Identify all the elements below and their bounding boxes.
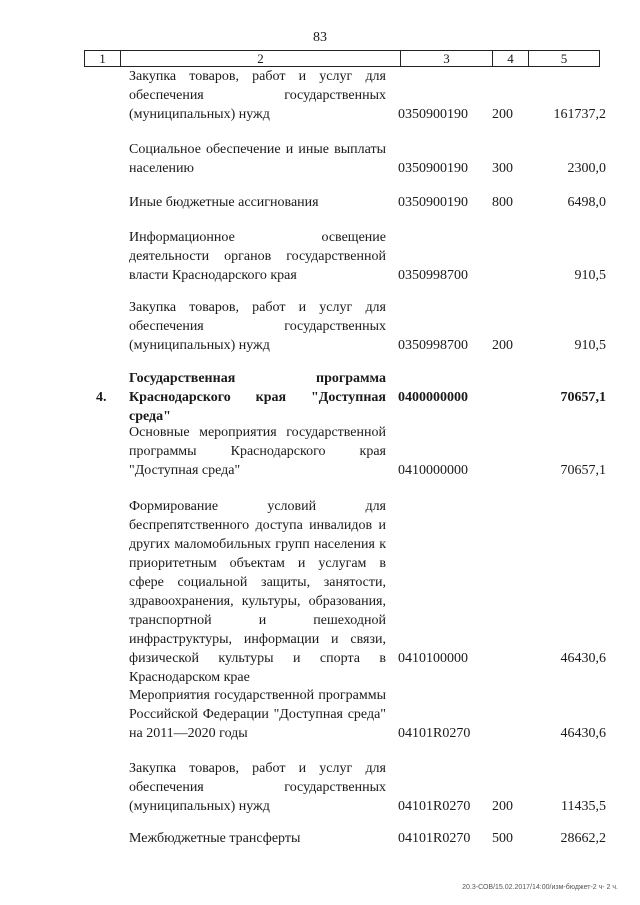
row-code: 0350998700 (398, 268, 468, 283)
page-number: 83 (313, 30, 327, 45)
table-row (0, 686, 640, 743)
row-amount: 910,5 (574, 338, 606, 353)
row-code: 0400000000 (398, 390, 468, 405)
row-description: Закупка товаров, работ и услуг для обеспечения государственных (муниципальных) нужд (129, 69, 386, 122)
row-description: Иные бюджетные ассигнования (129, 195, 319, 210)
table-header (84, 50, 600, 67)
header-col-2: 2 (121, 51, 401, 66)
row-type: 500 (492, 831, 513, 846)
table-row (0, 829, 640, 848)
row-amount: 46430,6 (560, 726, 606, 741)
row-number: 4. (96, 390, 107, 405)
header-col-3: 3 (401, 51, 493, 66)
row-code: 0410000000 (398, 463, 468, 478)
header-col-1: 1 (85, 51, 121, 66)
row-code: 0350998700 (398, 338, 468, 353)
row-description: Межбюджетные трансферты (129, 831, 301, 846)
row-code: 0350900190 (398, 107, 468, 122)
row-code: 04101R0270 (398, 831, 471, 846)
row-description: Формирование условий для беспрепятственного доступа инвалидов и других маломобильных групп населения к приоритетным объектам и услугам в сфере социальной защиты, занятости, здравоохранения, культуры, образования, транспортной и пешеходной инфраструктуры, информации и связи, физической культуры и спорта в Краснодарском крае (129, 499, 386, 685)
row-description: Основные мероприятия государственной программы Краснодарского края "Доступная среда" (129, 425, 386, 478)
row-type: 200 (492, 799, 513, 814)
row-code: 04101R0270 (398, 799, 471, 814)
row-amount: 46430,6 (560, 651, 606, 666)
table-row (0, 298, 640, 355)
row-amount: 11435,5 (561, 799, 606, 814)
row-description: Закупка товаров, работ и услуг для обеспечения государственных (муниципальных) нужд (129, 761, 386, 814)
row-amount: 70657,1 (560, 463, 606, 478)
row-type: 200 (492, 107, 513, 122)
row-amount: 910,5 (574, 268, 606, 283)
row-type: 200 (492, 338, 513, 353)
table-row (0, 497, 640, 685)
table-row-section (0, 369, 640, 424)
header-col-5: 5 (560, 51, 568, 66)
table-row (0, 228, 640, 285)
row-description: Закупка товаров, работ и услуг для обеспечения государственных (муниципальных) нужд (129, 300, 386, 353)
row-amount: 70657,1 (560, 390, 606, 405)
row-amount: 6498,0 (567, 195, 606, 210)
header-col-4: 4 (493, 51, 529, 66)
row-amount: 2300,0 (567, 161, 606, 176)
row-description: Информационное освещение деятельности органов государственной власти Краснодарского края (129, 230, 386, 283)
row-type: 300 (492, 161, 513, 176)
row-description: Социальное обеспечение и иные выплаты населению (129, 142, 386, 176)
row-amount: 28662,2 (560, 831, 606, 846)
row-code: 0410100000 (398, 651, 468, 666)
row-code: 0350900190 (398, 195, 468, 210)
table-row (0, 423, 640, 480)
table-row (0, 140, 640, 178)
row-description: Государственная программа Краснодарского края "Доступная среда" (129, 371, 386, 424)
table-row (0, 67, 640, 124)
row-description: Мероприятия государственной программы Российской Федерации "Доступная среда" на 2011—2020 годы (129, 688, 386, 741)
table-row (0, 193, 640, 212)
row-type: 800 (492, 195, 513, 210)
row-code: 04101R0270 (398, 726, 471, 741)
row-code: 0350900190 (398, 161, 468, 176)
document-footer: 20.3-СОВ/15.02.2017/14:00/изм-бюджет-2 ч- 2 ч. (462, 884, 618, 891)
row-amount: 161737,2 (553, 107, 606, 122)
table-row (0, 759, 640, 816)
